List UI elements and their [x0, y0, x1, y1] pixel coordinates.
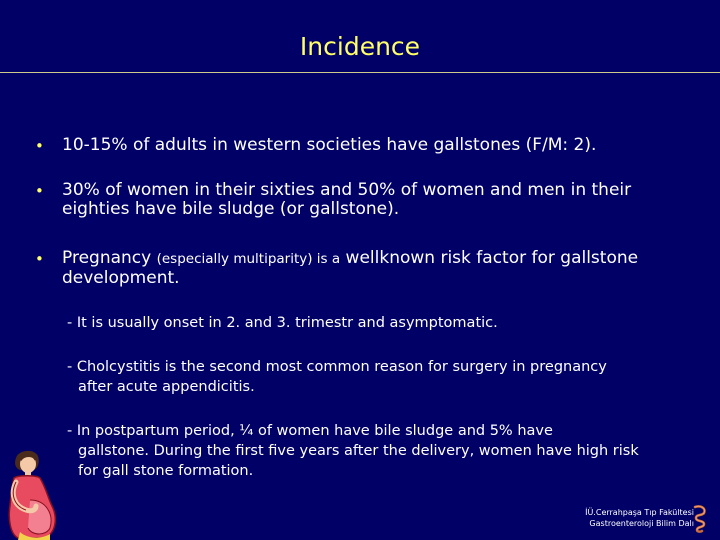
subpoint-line: - In postpartum period, ¼ of women have bile sludge and 5% have [67, 423, 553, 439]
bullet-text: 10-15% of adults in western societies have gallstones (F/M: 2). [62, 135, 597, 155]
bullet-text-small: (especially multiparity) is a [156, 251, 341, 267]
bullet-text-part: wellknown risk factor for gallstone [340, 248, 639, 268]
bullet-text [62, 249, 702, 288]
bullet-text [62, 181, 702, 219]
bullet-dot-icon: • [35, 182, 44, 200]
subpoint-item [67, 313, 697, 333]
bullet-dot-icon: • [35, 137, 44, 155]
bullet-text-line: development. [62, 268, 180, 288]
credit-line: Gastroenteroloji Bilim Dalı [589, 519, 694, 528]
subpoint-line: - It is usually onset in 2. and 3. trimestr and asymptomatic. [67, 315, 498, 331]
subpoint-line: - Cholcystitis is the second most common reason for surgery in pregnancy [67, 359, 607, 375]
bullet-text-line: 30% of women in their sixties and 50% of women and men in their [62, 180, 632, 200]
subpoint-line: for gall stone formation. [78, 463, 254, 479]
bullet-text-part: Pregnancy [62, 248, 157, 268]
intestine-logo-icon [692, 505, 708, 533]
bullet-text-line: eighties have bile sludge (or gallstone). [62, 199, 400, 219]
bullet-dot-icon: • [35, 250, 44, 268]
subpoint-line: gallstone. During the first five years after the delivery, women have high risk [78, 443, 639, 459]
subpoint-item [67, 421, 697, 481]
subpoint-line: after acute appendicitis. [78, 379, 255, 395]
subpoint-item [67, 357, 697, 397]
institution-credit [574, 507, 694, 529]
title-divider [0, 72, 720, 73]
pregnant-woman-icon [0, 448, 70, 540]
slide-title: Incidence [299, 32, 421, 61]
credit-line: İÜ.Cerrahpaşa Tıp Fakültesi [585, 508, 694, 517]
